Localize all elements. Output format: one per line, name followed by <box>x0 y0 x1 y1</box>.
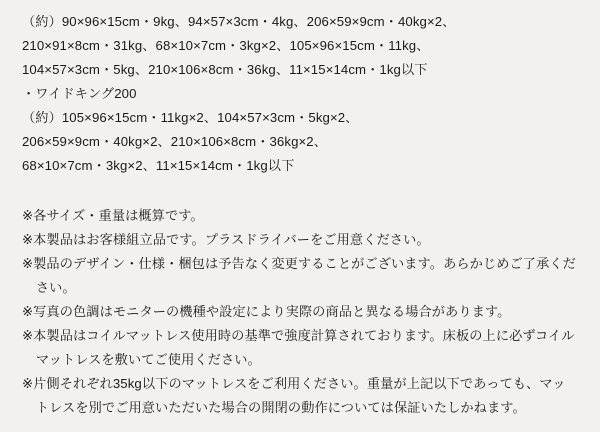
spec-line: 210×91×8cm・31kg、68×10×7cm・3kg×2、105×96×15cm・11kg、 <box>22 38 430 54</box>
block-spacer <box>22 178 578 204</box>
notes-block <box>22 204 578 420</box>
spec-line: （約）90×96×15cm・9kg、94×57×3cm・4kg、206×59×9cm・40kg×2、 <box>22 14 456 29</box>
note-item: ※片側それぞれ35kg以下のマットレスをご利用ください。重量が上記以下であっても、マットレスを別でご用意いただいた場合の開閉の動作については保証いたしかねます。 <box>22 376 566 416</box>
note-item: ※写真の色調はモニターの機種や設定により実際の商品と異なる場合があります。 <box>22 304 511 320</box>
spec-line-variant-title: ・ワイドキング200 <box>22 86 137 102</box>
specification-block <box>22 10 578 178</box>
spec-line: （約）105×96×15cm・11kg×2、104×57×3cm・5kg×2、 <box>22 110 359 126</box>
spec-line: 104×57×3cm・5kg、210×106×8cm・36kg、11×15×14cm・1kg以下 <box>22 62 428 78</box>
spec-line: 68×10×7cm・3kg×2、11×15×14cm・1kg以下 <box>22 158 295 174</box>
spec-line: 206×59×9cm・40kg×2、210×106×8cm・36kg×2、 <box>22 134 328 150</box>
note-item: ※製品のデザイン・仕様・梱包は予告なく変更することがございます。あらかじめご了承ください。 <box>22 256 576 296</box>
note-item: ※本製品はお客様組立品です。プラスドライバーをご用意ください。 <box>22 232 430 248</box>
note-item: ※本製品はコイルマットレス使用時の基準で強度計算されております。床板の上に必ずコイルマットレスを敷いてご使用ください。 <box>22 328 575 368</box>
note-item: ※各サイズ・重量は概算です。 <box>22 208 204 224</box>
